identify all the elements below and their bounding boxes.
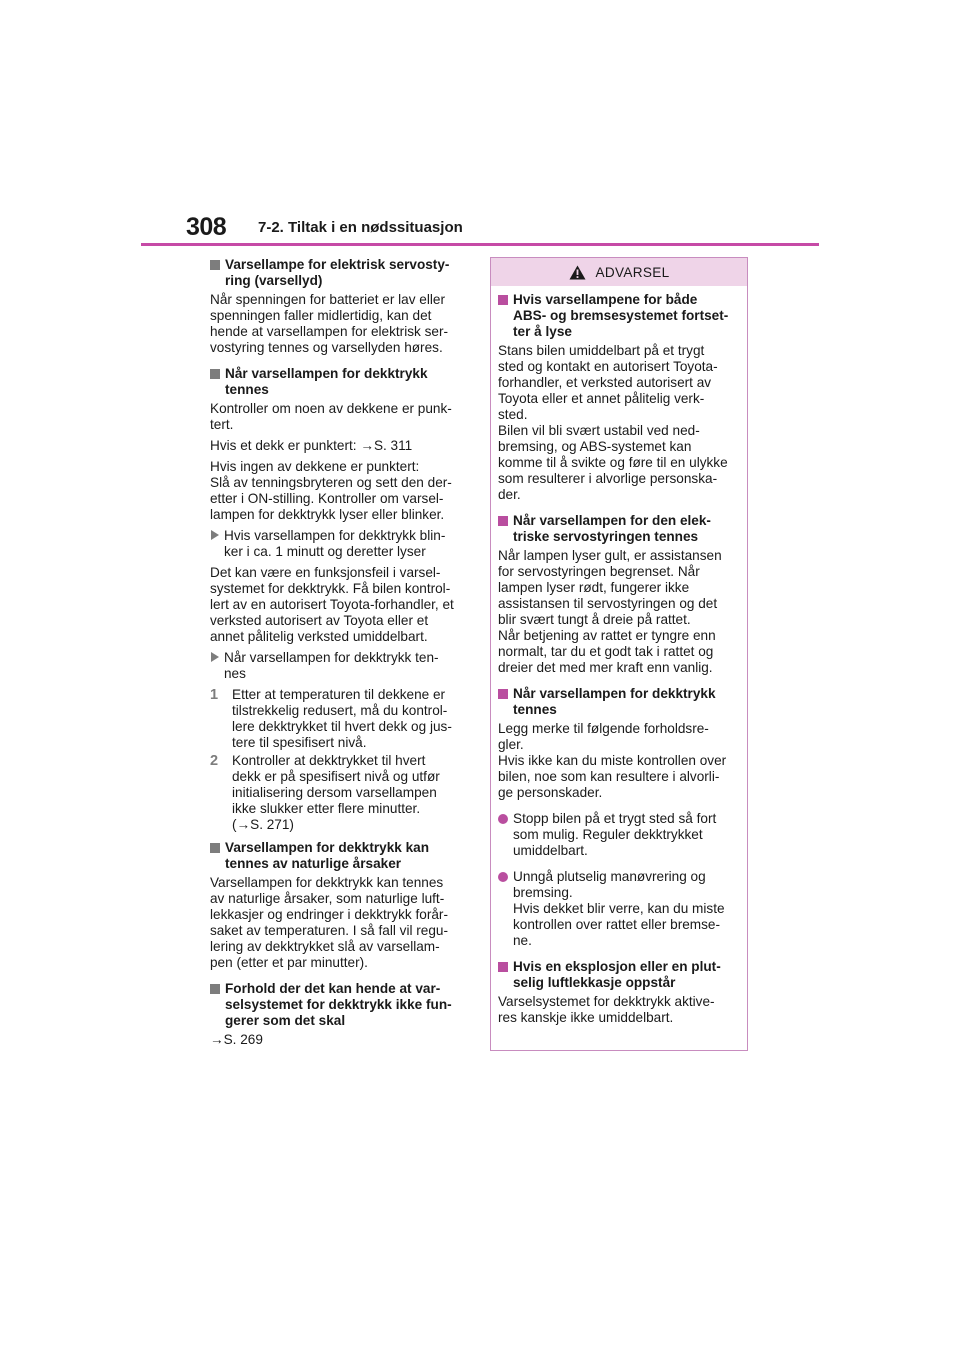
warning-header — [491, 258, 747, 286]
warning-triangle-icon — [569, 265, 586, 280]
step-number: 1 — [210, 687, 219, 703]
round-bullet-icon — [498, 872, 508, 882]
square-bullet-icon — [210, 260, 220, 270]
warning-heading: Når varsellampen for den elek- triske servostyringen tennes — [498, 513, 740, 545]
section-heading: Forhold der det kan hende at var- selsystemet for dekktrykk ikke fun- gerer som det skal — [210, 981, 468, 1029]
sub-heading: Hvis varsellampen for dekktrykk blin- ker i ca. 1 minutt og deretter lyser — [210, 528, 468, 560]
square-bullet-icon — [498, 689, 508, 699]
paragraph: Stans bilen umiddelbart på et trygt sted og kontakt en autorisert Toyota- forhandler, et verksted autorisert av Toyota eller et annet pålitelig verk- sted. Bilen vil bli svært ustabil ved ned- bremsing, og ABS-systemet kan komme til å svikte og føre til en ulykke som resulterer i alvorlige personska- der. — [498, 343, 728, 502]
list-item: Stopp bilen på et trygt sted så fort som mulig. Reguler dekktrykket umiddelbart. — [498, 811, 740, 859]
square-bullet-icon — [210, 369, 220, 379]
warning-heading: Hvis en eksplosjon eller en plut- selig luftlekkasje oppstår — [498, 959, 740, 991]
warning-heading: Når varsellampen for dekktrykk tennes — [498, 686, 740, 718]
list-item: Unngå plutselig manøvrering og bremsing. Hvis dekket blir verre, kan du miste kontrollen over rattet eller bremse- ne. — [498, 869, 740, 949]
paragraph: Når lampen lyser gult, er assistansen for servostyringen begrenset. Når lampen lyser rødt, fungerer ikke assistansen til servostyringen og det blir svært tungt å dreie på rattet. Når betjening av rattet er tyngre enn normalt, tar du et godt tak i rattet og dreier det med mer kraft enn vanlig. — [498, 548, 722, 675]
left-column — [210, 257, 468, 1053]
square-bullet-icon — [498, 516, 508, 526]
step-item: 1 Etter at temperaturen til dekkene er tilstrekkelig redusert, må du kontrol- lere dekktrykket til hvert dekk og jus- tere til spesifisert nivå. — [210, 687, 452, 750]
section-heading: Varsellampen for dekktrykk kan tennes av naturlige årsaker — [210, 840, 468, 872]
warning-title: ADVARSEL — [595, 264, 670, 280]
paragraph: Varsellampen for dekktrykk kan tennes av naturlige årsaker, som naturlige luft- lekkasjer og endringer i dekktrykk forår- saket av temperaturen. I så fall vil regu- lering av dekktrykket slå av varsellam- pen (etter et par minutter). — [210, 875, 448, 970]
step-number: 2 — [210, 753, 219, 769]
warning-heading: Hvis varsellampene for både ABS- og bremsesystemet fortset- ter å lyse — [498, 292, 740, 340]
square-bullet-icon — [498, 295, 508, 305]
paragraph: Varselsystemet for dekktrykk aktive- res kanskje ikke umiddelbart. — [498, 994, 715, 1025]
square-bullet-icon — [210, 843, 220, 853]
section-heading: Når varsellampen for dekktrykk tennes — [210, 366, 468, 398]
section-title: 7-2. Tiltak i en nødssituasjon — [258, 219, 463, 236]
triangle-right-icon — [211, 530, 219, 540]
step-item: 2 Kontroller at dekktrykket til hvert dekk er på spesifisert nivå og utfør initialisering dersom varsellampen ikke slukker etter flere minutter. (→S. 271) — [210, 753, 440, 832]
page-reference[interactable]: →S. 269 — [210, 1032, 263, 1047]
sub-heading: Når varsellampen for dekktrykk ten- nes — [210, 650, 468, 682]
warning-body — [491, 286, 747, 1026]
warning-box — [490, 257, 748, 1051]
round-bullet-icon — [498, 814, 508, 824]
triangle-right-icon — [211, 652, 219, 662]
paragraph: Legg merke til følgende forholdsre- gler. Hvis ikke kan du miste kontrollen over bilen, noe som kan resultere i alvorli- ge personskader. — [498, 721, 727, 800]
square-bullet-icon — [210, 984, 220, 994]
paragraph: Når spenningen for batteriet er lav eller spenningen faller midlertidig, kan det hende at varsellampen for elektrisk ser- vostyring tennes og varsellyden høres. — [210, 292, 448, 355]
section-heading: Varsellampe for elektrisk servosty- ring (varsellyd) — [210, 257, 468, 289]
paragraph: Det kan være en funksjonsfeil i varsel- systemet for dekktrykk. Få bilen kontrol- lert av en autorisert Toyota-forhandler, et verksted autorisert av Toyota eller et annet pålitelig verksted umiddelbart. — [210, 565, 454, 644]
paragraph: Kontroller om noen av dekkene er punk- tert. — [210, 401, 452, 432]
square-bullet-icon — [498, 962, 508, 972]
page-number: 308 — [186, 213, 227, 241]
paragraph: Hvis ingen av dekkene er punktert: Slå av tenningsbryteren og sett den der- etter i ON-stilling. Kontroller om varsel- lampen for dekktrykk lyser eller blinker. — [210, 459, 452, 522]
header-rule — [141, 243, 819, 246]
page-reference[interactable]: Hvis et dekk er punktert: →S. 311 — [210, 438, 413, 453]
